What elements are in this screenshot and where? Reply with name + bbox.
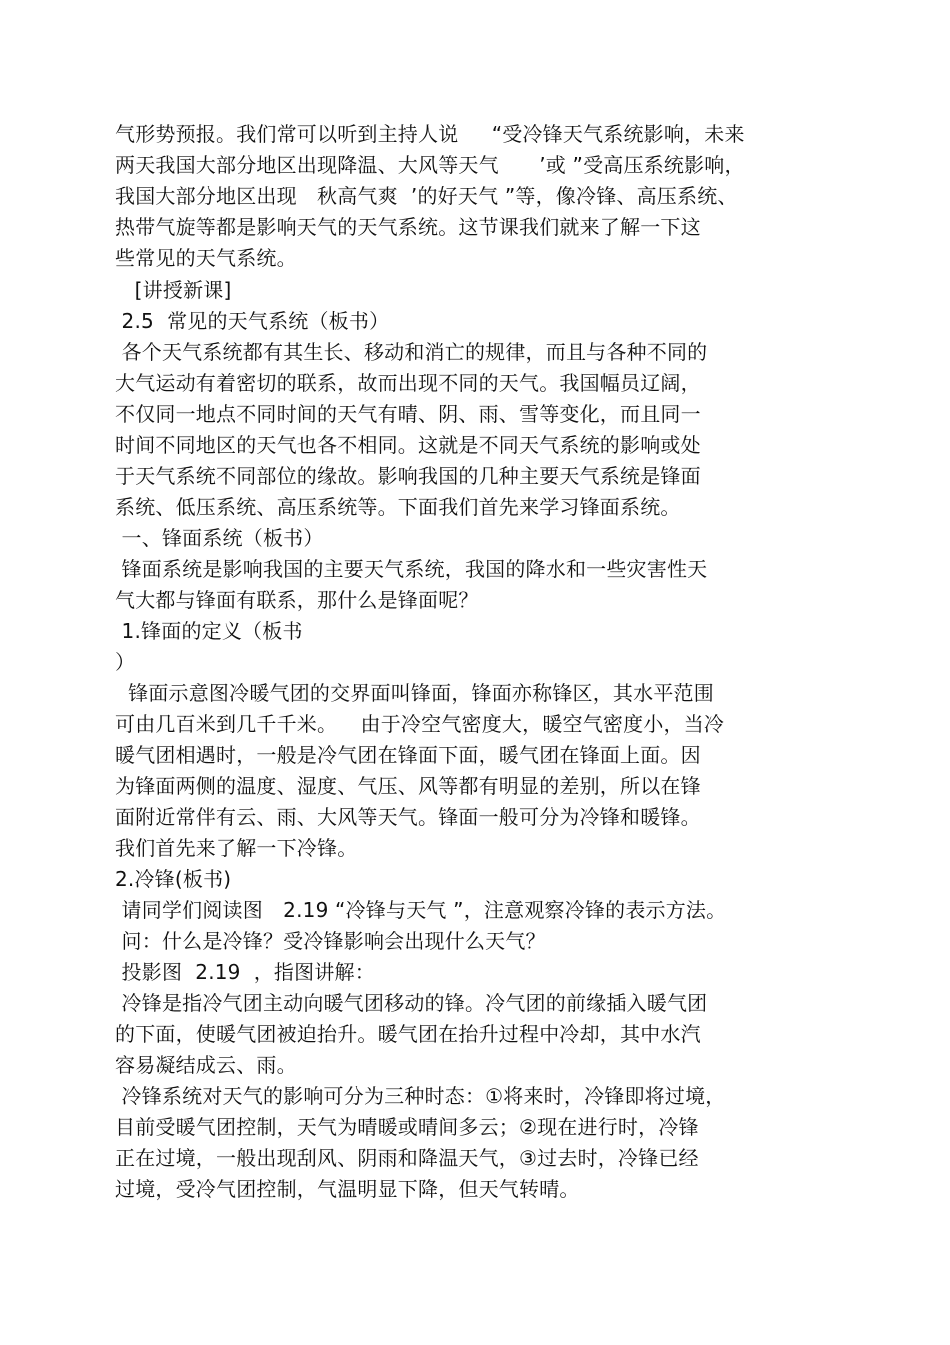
text-line: 过境，受冷气团控制，气温明显下降，但天气转晴。 (115, 1177, 580, 1201)
text-line: ） (115, 650, 136, 674)
text-line: 投影图 2.19 ，指图讲解： (115, 960, 375, 984)
section-heading: 2.5 常见的天气系统（板书） (115, 309, 390, 333)
section-heading: 一、锋面系统（板书） (115, 526, 324, 550)
text-line: 于天气系统不同部位的缘故。影响我国的几种主要天气系统是锋面 (115, 464, 701, 488)
text-line: 冷锋是指冷气团主动向暖气团移动的锋。冷气团的前缘插入暖气团 (115, 991, 708, 1015)
text-line: 目前受暖气团控制，天气为晴暖或晴间多云；②现在进行时，冷锋 (115, 1115, 699, 1139)
text-line: 各个天气系统都有其生长、移动和消亡的规律，而且与各种不同的 (115, 340, 708, 364)
text-line: 锋面系统是影响我国的主要天气系统，我国的降水和一些灾害性天 (115, 557, 708, 581)
text-line: 为锋面两侧的温度、湿度、气压、风等都有明显的差别，所以在锋 (115, 774, 701, 798)
text-line: 的下面，使暖气团被迫抬升。暖气团在抬升过程中冷却，其中水汽 (115, 1022, 701, 1046)
text-line: 容易凝结成云、雨。 (115, 1053, 297, 1077)
text-line: 不仅同一地点不同时间的天气有晴、阴、雨、雪等变化，而且同一 (115, 402, 701, 426)
text-line: 请同学们阅读图 2.19 “冷锋与天气 ”，注意观察冷锋的表示方法。 (115, 898, 727, 922)
text-line: 些常见的天气系统。 (115, 246, 297, 270)
section-heading: 1.锋面的定义（板书 (115, 619, 303, 643)
section-marker: [讲授新课] (115, 278, 232, 302)
text-line: 冷锋系统对天气的影响可分为三种时态：①将来时，冷锋即将过境， (115, 1084, 726, 1108)
text-line: 锋面示意图冷暖气团的交界面叫锋面，锋面亦称锋区，其水平范围 (115, 681, 714, 705)
text-line: 热带气旋等都是影响天气的天气系统。这节课我们就来了解一下这 (115, 215, 701, 239)
text-line: 问：什么是冷锋？受冷锋影响会出现什么天气？ (115, 929, 546, 953)
text-line: 气大都与锋面有联系，那什么是锋面呢？ (115, 588, 479, 612)
text-line: 两天我国大部分地区出现降温、大风等天气 ’或 ”受高压系统影响， (115, 153, 745, 177)
text-line: 系统、低压系统、高压系统等。下面我们首先来学习锋面系统。 (115, 495, 681, 519)
text-line: 我们首先来了解一下冷锋。 (115, 836, 358, 860)
text-line: 时间不同地区的天气也各不相同。这就是不同天气系统的影响或处 (115, 433, 701, 457)
text-line: 暖气团相遇时，一般是冷气团在锋面下面，暖气团在锋面上面。因 (115, 743, 701, 767)
text-line: 我国大部分地区出现 秋高气爽 ’的好天气 ”等，像冷锋、高压系统、 (115, 184, 738, 208)
text-line: 正在过境，一般出现刮风、阴雨和降温天气，③过去时，冷锋已经 (115, 1146, 699, 1170)
text-line: 气形势预报。我们常可以听到主持人说 “受冷锋天气系统影响，未来 (115, 122, 745, 146)
text-line: 可由几百米到几千千米。 由于冷空气密度大，暖空气密度小，当冷 (115, 712, 725, 736)
section-heading: 2.冷锋(板书) (115, 867, 232, 891)
text-line: 大气运动有着密切的联系，故而出现不同的天气。我国幅员辽阔， (115, 371, 701, 395)
text-line: 面附近常伴有云、雨、大风等天气。锋面一般可分为冷锋和暖锋。 (115, 805, 701, 829)
